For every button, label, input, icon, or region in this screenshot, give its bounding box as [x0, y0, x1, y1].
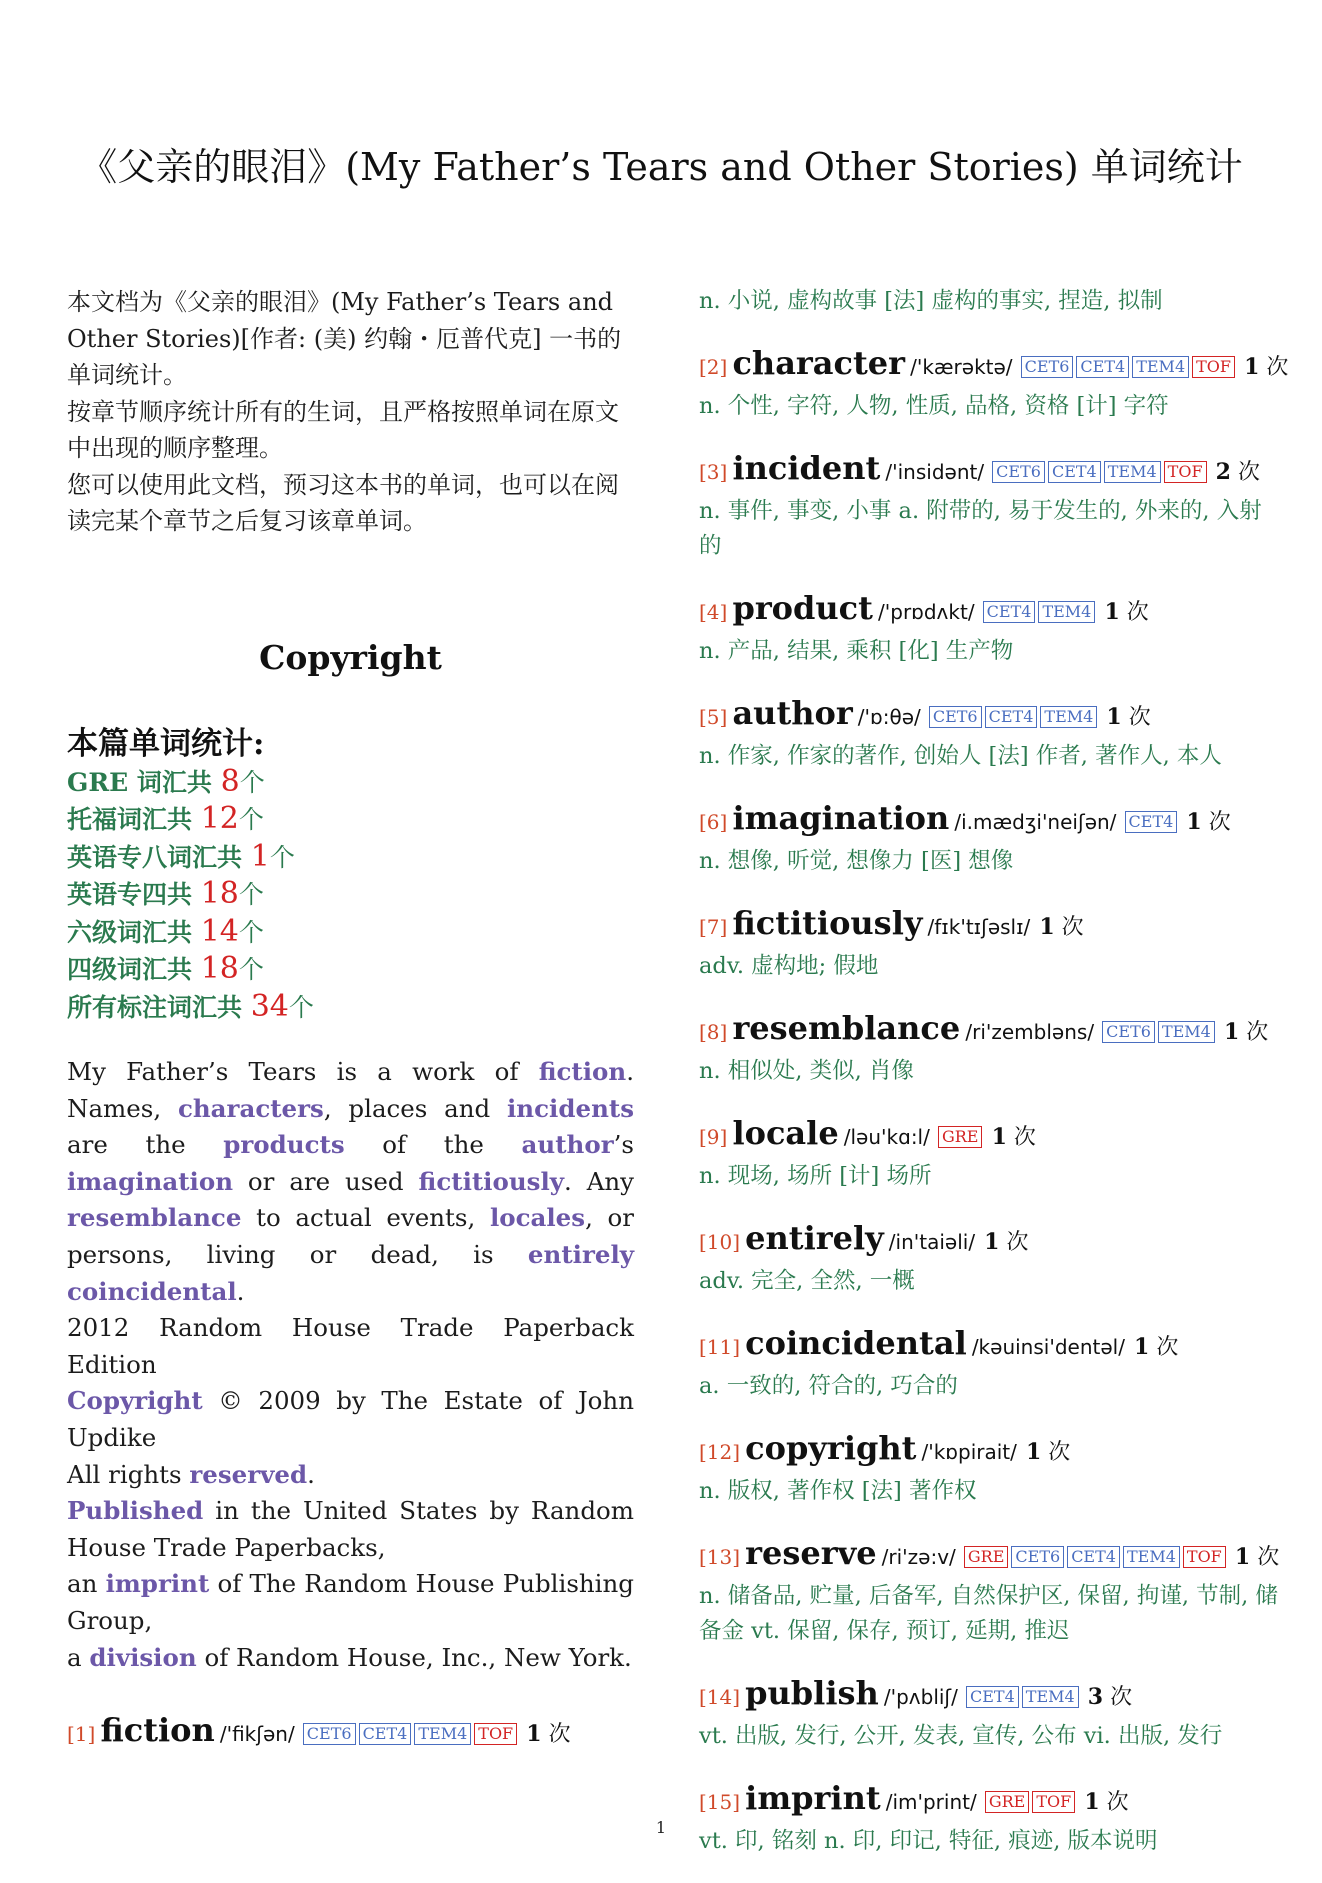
entry-definition: n. 相似处, 类似, 肖像: [699, 1058, 914, 1084]
entry-count: 1 次: [1039, 914, 1084, 940]
tag-badge: CET6: [992, 461, 1045, 483]
vocab-entry: [699, 1113, 1279, 1194]
passage-paragraph: an imprint of The Random House Publishing Group,: [67, 1569, 634, 1635]
tag-badge: TOF: [1032, 1791, 1075, 1813]
tag-badge: TEM4: [1123, 1546, 1180, 1568]
stats-heading: 本篇单词统计:: [67, 725, 265, 762]
tag-badge: TEM4: [414, 1723, 471, 1745]
intro-paragraph: 本文档为《父亲的眼泪》(My Father’s Tears and Other Stories)[作者: (美) 约翰・厄普代克] 一书的单词统计。: [67, 288, 622, 389]
passage-paragraph: a division of Random House, Inc., New York.: [67, 1642, 632, 1672]
entry-word: imprint: [745, 1779, 881, 1817]
entry-definition: n. 事件, 事变, 小事 a. 附带的, 易于发生的, 外来的, 入射的: [699, 498, 1262, 559]
entry-number: [8]: [699, 1020, 728, 1044]
tag-badge: CET4: [1076, 356, 1129, 378]
tag-badge: TOF: [474, 1723, 517, 1745]
entry-count: 3 次: [1087, 1684, 1133, 1710]
tag-badge: TOF: [1164, 461, 1207, 483]
entry-head: [699, 1113, 1279, 1159]
tag-badge: TEM4: [1022, 1686, 1079, 1708]
stat-tem8: 英语专八词汇共 1个: [67, 838, 295, 874]
entry-definition: n. 个性, 字符, 人物, 性质, 品格, 资格 [计] 字符: [699, 393, 1169, 419]
entry-head: [699, 1673, 1279, 1719]
copyright-passage: [67, 1054, 634, 1676]
copyright-heading: Copyright: [259, 637, 442, 677]
tag-badge: GRE: [985, 1791, 1030, 1813]
entry-number: [1]: [67, 1722, 96, 1747]
entry-head: [699, 1533, 1279, 1579]
entry-count: 1 次: [526, 1721, 571, 1748]
vocab-link[interactable]: fictitiously: [418, 1166, 564, 1196]
entry-number: [15]: [699, 1790, 741, 1814]
tag-badge: CET4: [985, 706, 1038, 728]
tag-badge: CET6: [1102, 1021, 1155, 1043]
vocab-entry: [699, 343, 1289, 424]
passage-paragraph: Published in the United States by Random House Trade Paperbacks,: [67, 1496, 634, 1562]
entry-count: 1 次: [1106, 704, 1151, 730]
tag-badge: CET6: [303, 1723, 356, 1745]
tag-badge: CET4: [359, 1723, 412, 1745]
vocab-link[interactable]: imagination: [67, 1166, 234, 1196]
tag-badge: CET4: [966, 1686, 1019, 1708]
entry-phonetic: /ləu'kɑ:l/: [843, 1125, 930, 1149]
entry-head: [699, 1008, 1279, 1054]
tag-badge: CET6: [1021, 356, 1074, 378]
entry-number: [2]: [699, 355, 728, 379]
passage-paragraph: My Father’s Tears is a work of fiction. Names, characters, places and incidents are the products of the author’s imagination or are used fictitiously. Any resemblance to actual events, locales, or persons, living or dead, is entirely coincidental.: [67, 1057, 635, 1306]
entry-count: 1 次: [1025, 1439, 1071, 1465]
entry-phonetic: /im'print/: [885, 1790, 977, 1814]
entry-phonetic: /'kærəktə/: [910, 355, 1013, 379]
stat-cet6: 六级词汇共 14个: [67, 913, 264, 949]
stat-tem4: 英语专四共 18个: [67, 876, 264, 911]
entry-definition: vt. 印, 铭刻 n. 印, 印记, 特征, 痕迹, 版本说明: [699, 1828, 1158, 1854]
entry-word: fiction: [100, 1711, 215, 1750]
entry-phonetic: /'kɒpirait/: [921, 1440, 1017, 1464]
entry-definition: n. 作家, 作家的著作, 创始人 [法] 作者, 著作人, 本人: [699, 743, 1222, 769]
vocab-link[interactable]: coincidental: [67, 1276, 237, 1306]
entry-definition: adv. 虚构地; 假地: [699, 953, 879, 979]
vocab-link[interactable]: Copyright: [67, 1386, 203, 1416]
entry-number: [9]: [699, 1125, 728, 1149]
passage-paragraph: Copyright © 2009 by The Estate of John Updike: [67, 1386, 634, 1452]
entry-head: [699, 588, 1279, 634]
entry-word: fictitiously: [732, 904, 923, 942]
tag-badge: TEM4: [1040, 706, 1097, 728]
entry-count: 1 次: [1244, 354, 1289, 380]
vocab-entry: [699, 1218, 1279, 1299]
entry-definition: n. 储备品, 贮量, 后备军, 自然保护区, 保留, 拘谨, 节制, 储备金 vt. 保留, 保存, 预订, 延期, 推迟: [699, 1583, 1278, 1644]
vocab-link[interactable]: Published: [67, 1496, 204, 1526]
entry-count: 1 次: [984, 1229, 1029, 1255]
entry-definition: a. 一致的, 符合的, 巧合的: [699, 1373, 958, 1399]
entry-phonetic: /'prɒdʌkt/: [878, 600, 975, 624]
intro-paragraph: 按章节顺序统计所有的生词，且严格按照单词在原文中出现的顺序整理。: [67, 397, 619, 462]
entry-phonetic: /'fikʃən/: [219, 1722, 295, 1747]
entry-phonetic: /ri'zembləns/: [965, 1020, 1095, 1044]
entry-word: entirely: [745, 1219, 884, 1257]
tag-badge: CET4: [1048, 461, 1101, 483]
vocab-link[interactable]: products: [223, 1130, 345, 1160]
stat-all: 所有标注词汇共 34个: [67, 988, 314, 1024]
vocab-link[interactable]: incidents: [507, 1093, 634, 1123]
entry-word: coincidental: [745, 1324, 967, 1362]
entry-definition: adv. 完全, 全然, 一概: [699, 1268, 915, 1294]
entry-count: 1 次: [1186, 809, 1231, 835]
entry-definition: n. 版权, 著作权 [法] 著作权: [699, 1478, 977, 1504]
entry-number: [12]: [699, 1440, 741, 1464]
entry-head: [67, 1710, 634, 1756]
entry-word: reserve: [745, 1534, 877, 1572]
entry-number: [3]: [699, 460, 728, 484]
entry-phonetic: /i.mædʒi'neiʃən/: [954, 810, 1117, 834]
vocab-entry: [699, 1323, 1279, 1404]
entry-word: author: [732, 694, 853, 732]
vocab-link[interactable]: resemblance: [67, 1203, 242, 1233]
intro: [67, 284, 634, 540]
passage-paragraph: 2012 Random House Trade Paperback Edition: [67, 1313, 634, 1379]
stat-toefl: 托福词汇共 12个: [67, 801, 264, 836]
tag-badge: TEM4: [1132, 356, 1189, 378]
entry-word: publish: [745, 1674, 879, 1712]
stat-cet4: 四级词汇共 18个: [67, 951, 264, 986]
entry-definition: n. 现场, 场所 [计] 场所: [699, 1163, 932, 1189]
entry-number: [10]: [699, 1230, 741, 1254]
tag-badge: CET6: [929, 706, 982, 728]
entry-phonetic: /'insidənt/: [885, 460, 985, 484]
entry-word: locale: [732, 1114, 839, 1152]
entry-word: copyright: [745, 1429, 917, 1467]
entry-word: resemblance: [732, 1009, 961, 1047]
entry-count: 1 次: [1134, 1334, 1179, 1360]
entry-head: [699, 343, 1289, 389]
tag-badge: CET4: [1125, 811, 1178, 833]
vocab-entry: [699, 588, 1279, 669]
left-column: [67, 284, 634, 1780]
tag-badge: TEM4: [1158, 1021, 1215, 1043]
tag-badge: GRE: [964, 1546, 1009, 1568]
tag-badge: CET4: [983, 601, 1036, 623]
vocab-entry: [699, 693, 1279, 774]
entry-count: 1 次: [1084, 1789, 1129, 1815]
vocab-link[interactable]: entirely: [527, 1239, 634, 1269]
entry-phonetic: /'pʌbliʃ/: [883, 1685, 958, 1709]
vocab-link[interactable]: division: [89, 1642, 197, 1672]
vocab-link[interactable]: reserved: [189, 1459, 308, 1489]
entry-head: [699, 798, 1279, 844]
entry-head: [699, 448, 1279, 494]
vocab-link[interactable]: characters: [177, 1093, 324, 1123]
intro-paragraph: 您可以使用此文档，预习这本书的单词，也可以在阅读完某个章节之后复习该章单词。: [67, 470, 619, 535]
tag-badge: CET4: [1067, 1546, 1120, 1568]
stats-list: [67, 764, 634, 1027]
entry-phonetic: /'ɒ:θə/: [857, 705, 921, 729]
vocab-entry: [699, 903, 1279, 984]
entry-head: [699, 1428, 1279, 1474]
tag-badge: CET6: [1011, 1546, 1064, 1568]
entry-word: imagination: [732, 799, 950, 837]
entry-definition: n. 小说, 虚构故事 [法] 虚构的事实, 捏造, 拟制: [699, 288, 1163, 314]
vocab-link[interactable]: fiction: [538, 1057, 627, 1086]
page-title: 《父亲的眼泪》(My Father’s Tears and Other Stories) 单词统计: [79, 145, 1243, 189]
entry-count: 1 次: [1104, 599, 1149, 625]
tag-badge: TEM4: [1038, 601, 1095, 623]
entry-definition: n. 产品, 结果, 乘积 [化] 生产物: [699, 638, 1014, 664]
vocab-link[interactable]: locales: [489, 1203, 586, 1233]
entry-phonetic: /fɪk'tɪʃəslɪ/: [927, 915, 1031, 939]
tag-badge: TOF: [1183, 1546, 1226, 1568]
passage-paragraph: All rights reserved.: [67, 1459, 315, 1489]
entry-word: product: [732, 589, 873, 627]
entry-count: 2 次: [1215, 459, 1260, 485]
entry-number: [11]: [699, 1335, 741, 1359]
entry-number: [7]: [699, 915, 728, 939]
entry-number: [13]: [699, 1545, 741, 1569]
entry-word: character: [732, 344, 905, 382]
entry-number: [5]: [699, 705, 728, 729]
entry-head: [699, 1218, 1279, 1264]
vocab-link[interactable]: imprint: [105, 1569, 210, 1599]
vocab-entry: [699, 1533, 1279, 1649]
tag-badge: TOF: [1192, 356, 1235, 378]
entry-count: 1 次: [991, 1124, 1036, 1150]
entry-phonetic: /kəuinsi'dentəl/: [971, 1335, 1125, 1359]
entry-head: [699, 693, 1279, 739]
vocab-entry: [699, 1673, 1279, 1754]
entry-word: incident: [732, 449, 881, 487]
page-number: 1: [655, 1818, 667, 1837]
vocab-entry: [699, 798, 1279, 879]
tag-badge: TEM4: [1104, 461, 1161, 483]
entry-number: [4]: [699, 600, 728, 624]
vocab-entry: [67, 1710, 634, 1756]
vocab-entry: [699, 448, 1279, 564]
entry-definition: n. 想像, 听觉, 想像力 [医] 想像: [699, 848, 1014, 874]
vocab-link[interactable]: author: [521, 1130, 614, 1160]
entry-head: [699, 903, 1279, 949]
entry-number: [6]: [699, 810, 728, 834]
entry-head: [699, 1323, 1279, 1369]
right-column: [699, 284, 1289, 1883]
entry-definition: vt. 出版, 发行, 公开, 发表, 宣传, 公布 vi. 出版, 发行: [699, 1723, 1223, 1749]
entry-phonetic: /in'taiəli/: [888, 1230, 976, 1254]
entry-count: 1 次: [1223, 1019, 1269, 1045]
stat-gre: GRE 词汇共 8个: [67, 763, 265, 799]
vocab-entry: [699, 1008, 1279, 1089]
entry-count: 1 次: [1234, 1544, 1280, 1570]
entry-number: [14]: [699, 1685, 741, 1709]
vocab-entry: [699, 1428, 1279, 1509]
tag-badge: GRE: [938, 1126, 983, 1148]
entry-phonetic: /ri'zə:v/: [881, 1545, 956, 1569]
